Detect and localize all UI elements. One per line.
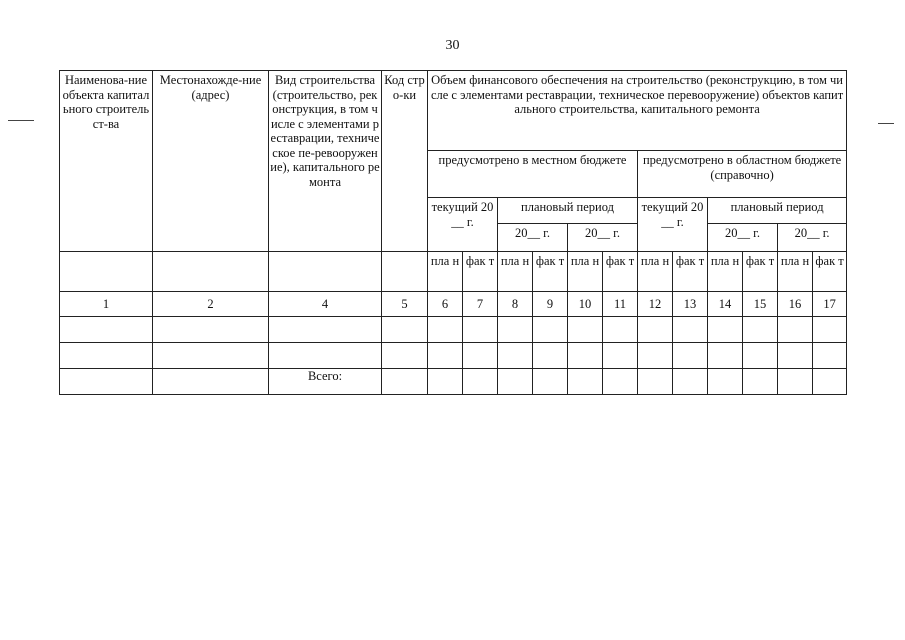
header-current-year-local: текущий 20__ г. <box>428 198 498 252</box>
column-number: 8 <box>498 292 533 317</box>
column-number-row <box>60 292 847 317</box>
column-number: 1 <box>60 292 153 317</box>
blank-header-cell <box>60 252 153 292</box>
header-financing-volume: Объем финансового обеспечения на строительство (реконструкцию, в том числе с элементами реставрации, техническое перевооружение) объектов капитального строительства, капитального ремонта <box>428 71 847 151</box>
header-local-budget: предусмотрено в местном бюджете <box>428 151 638 198</box>
blank-header-cell <box>269 252 382 292</box>
financing-table <box>59 70 847 395</box>
blank-header-cell <box>382 252 428 292</box>
total-row <box>60 369 847 395</box>
empty-data-row <box>60 317 847 343</box>
subheader-fact: фак т <box>603 252 638 292</box>
scan-mark-left <box>8 120 34 121</box>
header-object-name: Наименова-ние объекта капитального строительст-ва <box>60 71 153 252</box>
column-number: 11 <box>603 292 638 317</box>
column-number: 10 <box>568 292 603 317</box>
column-number: 12 <box>638 292 673 317</box>
subheader-plan: пла н <box>568 252 603 292</box>
column-number: 13 <box>673 292 708 317</box>
column-number: 17 <box>813 292 847 317</box>
subheader-fact: фак т <box>813 252 847 292</box>
subheader-plan: пла н <box>498 252 533 292</box>
column-number: 6 <box>428 292 463 317</box>
subheader-plan: пла н <box>428 252 463 292</box>
column-number: 16 <box>778 292 813 317</box>
total-label: Всего: <box>269 369 382 395</box>
header-planned-period-local: плановый период <box>498 198 638 224</box>
subheader-fact: фак т <box>533 252 568 292</box>
empty-data-row <box>60 343 847 369</box>
column-number: 7 <box>463 292 498 317</box>
subheader-fact: фак т <box>743 252 778 292</box>
subheader-fact: фак т <box>673 252 708 292</box>
subheader-plan: пла н <box>638 252 673 292</box>
column-number: 4 <box>269 292 382 317</box>
header-address: Местонахожде-ние (адрес) <box>153 71 269 252</box>
header-year-a-local: 20__ г. <box>498 224 568 252</box>
column-number: 15 <box>743 292 778 317</box>
column-number: 2 <box>153 292 269 317</box>
page-number: 30 <box>445 38 460 53</box>
header-regional-budget: предусмотрено в областном бюджете (справочно) <box>638 151 847 198</box>
column-number: 9 <box>533 292 568 317</box>
column-number: 5 <box>382 292 428 317</box>
header-year-a-regional: 20__ г. <box>708 224 778 252</box>
subheader-plan: пла н <box>708 252 743 292</box>
header-line-code: Код стро-ки <box>382 71 428 252</box>
subheader-plan: пла н <box>778 252 813 292</box>
subheader-fact: фак т <box>463 252 498 292</box>
column-number: 14 <box>708 292 743 317</box>
blank-header-cell <box>153 252 269 292</box>
header-construction-type: Вид строительства (строительство, реконструкция, в том числе с элементами реставрации, техническое пе-ревооружение), капитального ремонта <box>269 71 382 252</box>
header-year-b-local: 20__ г. <box>568 224 638 252</box>
header-year-b-regional: 20__ г. <box>778 224 847 252</box>
header-current-year-regional: текущий 20__ г. <box>638 198 708 252</box>
scan-mark-right <box>878 123 894 124</box>
header-planned-period-regional: плановый период <box>708 198 847 224</box>
